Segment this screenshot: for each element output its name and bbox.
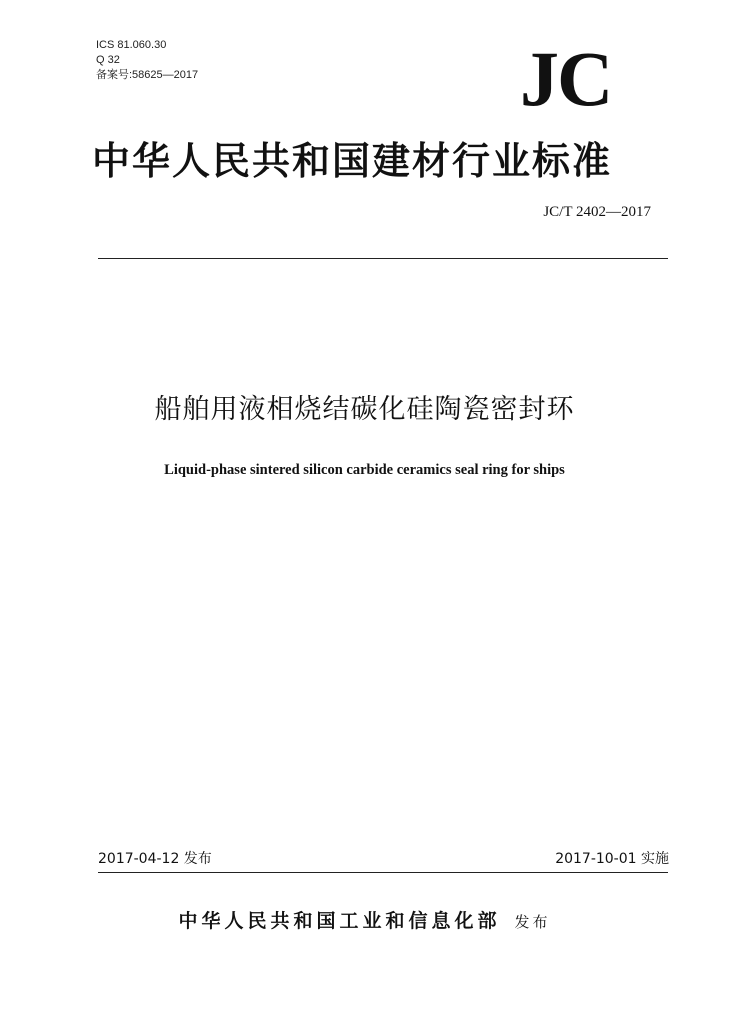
standard-number: JC/T 2402—2017 xyxy=(543,204,651,220)
ccs-code: Q 32 xyxy=(96,54,120,66)
bottom-divider xyxy=(98,872,668,873)
publisher-organization: 中华人民共和国工业和信息化部 xyxy=(178,910,501,932)
publisher-line xyxy=(0,906,729,933)
effective-date: 2017-10-01 实施 xyxy=(555,851,669,867)
top-divider xyxy=(98,258,668,259)
document-title-zh: 船舶用液相烧结碳化硅陶瓷密封环 xyxy=(154,394,575,425)
classification-block xyxy=(96,38,198,83)
document-title-en: Liquid-phase sintered silicon carbide ceramics seal ring for ships xyxy=(164,462,565,478)
jc-logo: JC xyxy=(520,35,612,122)
issue-date: 2017-04-12 发布 xyxy=(98,851,212,867)
standard-category-title: 中华人民共和国建材行业标准 xyxy=(92,139,613,183)
filing-number: 备案号:58625—2017 xyxy=(96,69,199,81)
ics-code: ICS 81.060.30 xyxy=(96,39,167,51)
publish-action: 发布 xyxy=(514,913,551,931)
